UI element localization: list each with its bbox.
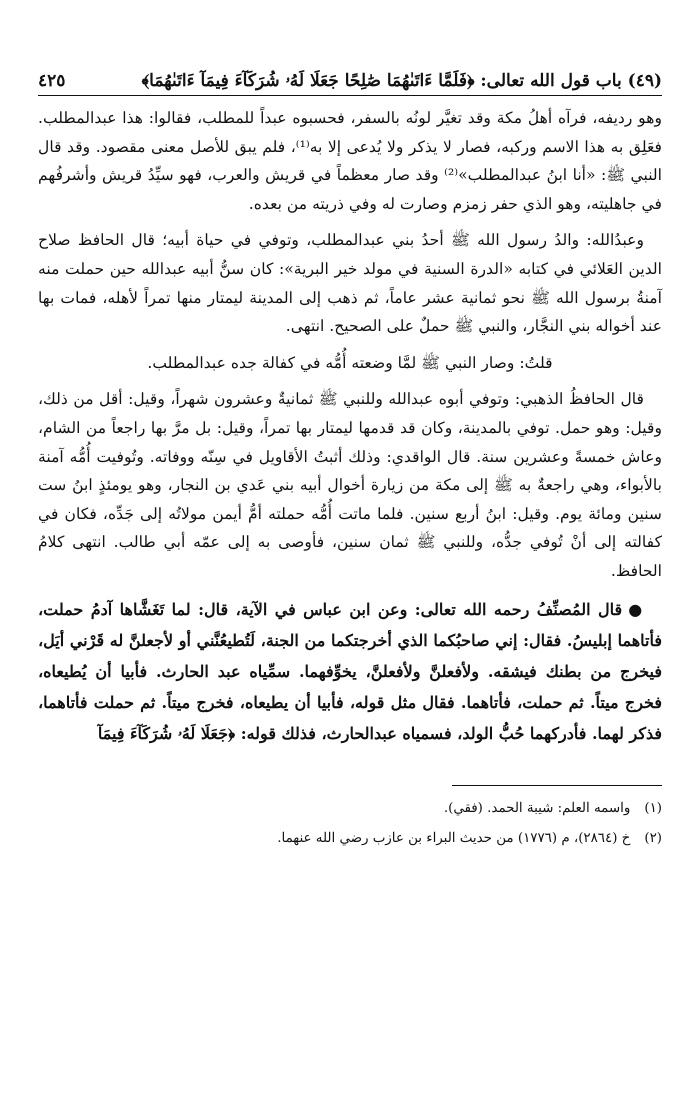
footnote-1-text: واسمه العلم: شيبة الحمد. (فقي). xyxy=(443,800,631,816)
footnotes xyxy=(38,796,662,852)
paragraph-4: قال الحافظُ الذهبي: وتوفي أبوه عبدالله وللنبي ﷺ ثمانيةٌ وعشرون شهراً، وقيل: أقل من ذلك، وقيل: وهو حمل. توفي بالمدينة، وكان قد قدمها ليمتار بها تمراً، وقيل: بل مرَّ بها راجعاً من الشام، وعاش خمسةً وعشرين سنة. قال الواقدي: وذلك أثبتُ الأقاويل في سِنّه ووفاته. وتُوفيت أُمُّه آمنة بالأبواء، وهي راجعةٌ به ﷺ إلى مكة من زيارة أخوال أبيه بني عَدي بن النجار، وهو يومئذٍ ابنُ ست سنين ومائة يوم. وقيل: ابنُ أربع سنين. فلما ماتت أُمُّه حملته أمُّ أيمن مولاتُه إلى جَدِّه، فكان في كفالته إلى أنْ تُوفي جدُّه، وللنبي ﷺ ثمان سنين، فأوصى به إلى عمّه أبي طالب. انتهى كلامُ الحافظ. xyxy=(38,390,662,580)
footnote-divider xyxy=(452,785,662,786)
page-number: ٤٢٥ xyxy=(38,71,66,91)
chapter-title: (٤٩) باب قول الله تعالى: ﴿فَلَمَّا ءَاتَىٰهُمَا صَٰلِحًا جَعَلَا لَهُۥ شُرَكَآءَ فِيمَآ ءَاتَىٰهُمَا﴾ xyxy=(141,71,662,91)
footnote-2 xyxy=(38,826,662,852)
paragraph-2: وعبدُالله: والدُ رسول الله ﷺ أحدُ بني عبدالمطلب، وتوفي في حياة أبيه؛ قال الحافظ صلاح الدين العَلائي في كتابه «الدرة السنية في مولد خير البرية»: كان سنُّ أبيه عبدالله حين حملت منه آمنةُ برسول الله ﷺ نحو ثمانية عشر عاماً، ثم ذهب إلى المدينة ليمتار منها تمراً لأهله، فمات بها عند أخواله بني النجَّار، والنبي ﷺ حملٌ على الصحيح. انتهى. xyxy=(38,231,662,336)
bullet-icon: ● xyxy=(628,599,644,619)
paragraph-3: قلتُ: وصار النبي ﷺ لمَّا وضعته أُمُّه في كفالة جده عبدالمطلب. xyxy=(147,353,553,372)
paragraph-1: وهو رديفه، فرآه أهلُ مكة وقد تغيَّر لونُه بالسفر، فحسبوه عبداً للمطلب، فقالوا: هذا عبدالمطلب. فعَلِق به هذا الاسم وركبه، فصار لا يذكر ولا يُدعى إلا به⁽¹⁾، فلم يبق للأصل معنى مقصود. وقد قال النبي ﷺ: «أنا ابنُ عبدالمطلب»⁽²⁾ وقد صار معظماً في قريش والعرب، فهو سيِّدُ قريش وأشرفُهم في جاهليته، وهو الذي حفر زمزم وصارت له وفي ذريته من بعده. xyxy=(38,109,663,213)
paragraph-5-author-quote xyxy=(38,594,662,749)
paragraph-5-text: قال المُصنِّفُ رحمه الله تعالى: وعن ابن عباس في الآية، قال: لما تَغَشَّاها آدمُ حملت، فأتاهما إبليسُ. فقال: إني صاحبُكما الذي أخرجتكما من الجنة، لَتُطيعُنَّني أو لأجعلنَّ له قَرْني أيَل، فيخرج من بطنك فيشقه. ولأفعلنَّ ولأفعلنَّ، يخوِّفهما. سمِّياه عبد الحارث. فأبيا أن يُطيعاه، فخرج ميتاً. ثم حملت، فأتاهما. فقال مثل قوله، فأبيا أن يطيعاه، فخرج ميتاً. ثم حملت فأتاهما، فذكر لهما. فأدركهما حُبُّ الولد، فسمياه عبدالحارث، فذلك قوله: ﴿جَعَلَا لَهُۥ شُرَكَآءَ فِيمَآ xyxy=(38,599,662,743)
footnote-1 xyxy=(38,796,662,822)
footnote-2-text: خ (٢٨٦٤)، م (١٧٧٦) من حديث البراء بن عازب رضي الله عنهما. xyxy=(277,830,631,846)
footnote-1-number: (١) xyxy=(644,800,662,816)
footnote-2-number: (٢) xyxy=(644,830,662,846)
main-text xyxy=(38,104,662,749)
running-header xyxy=(38,62,662,96)
book-page xyxy=(38,62,662,1082)
